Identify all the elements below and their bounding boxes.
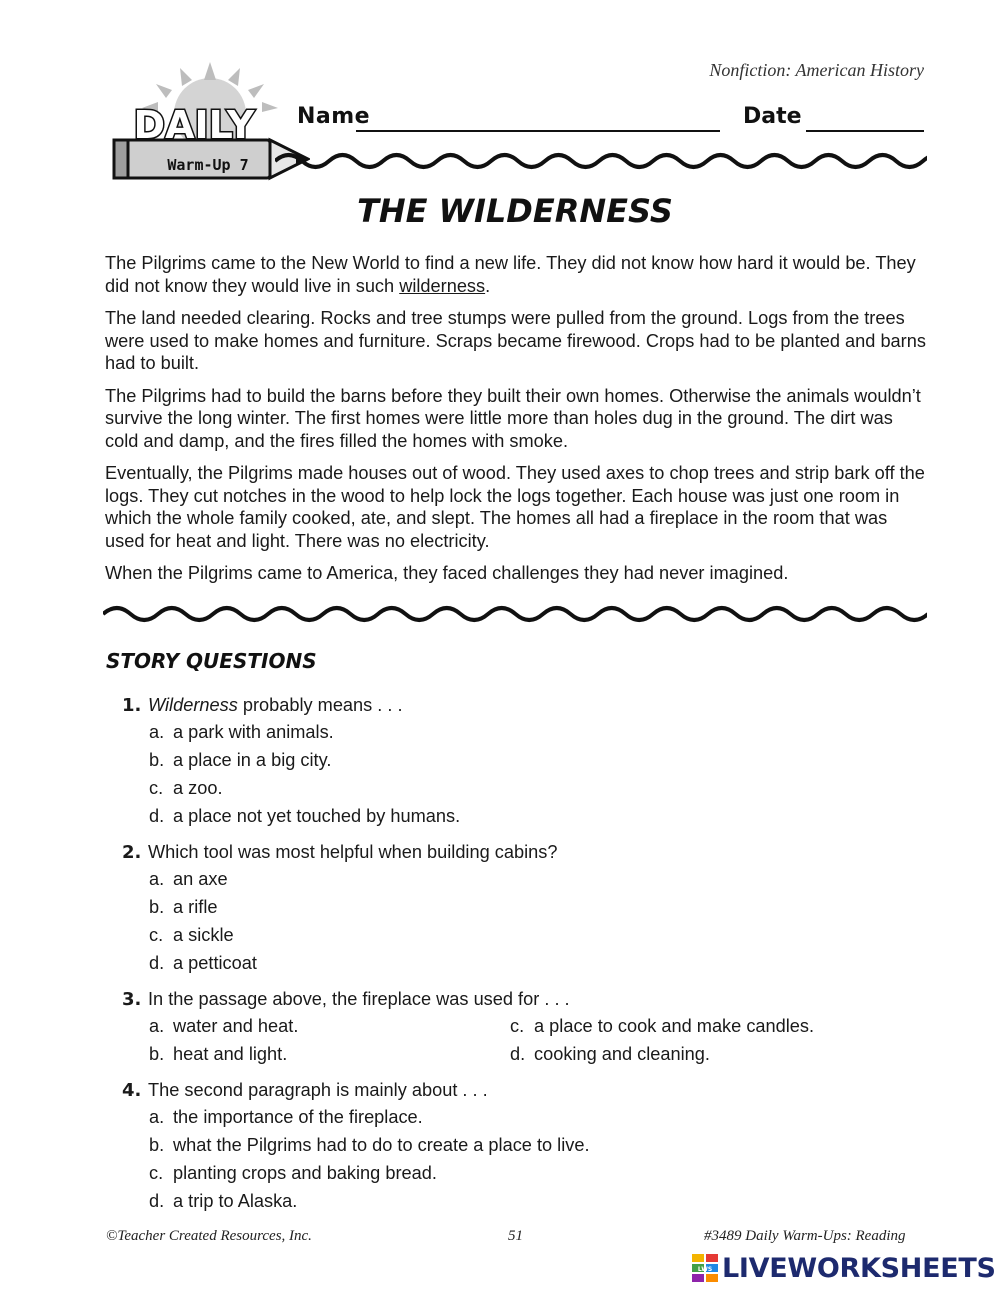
liveworksheets-logo-icon <box>692 1254 718 1282</box>
question-text: In the passage above, the fireplace was used for . . . <box>148 989 570 1009</box>
answer-option[interactable]: c. a sickle <box>149 925 234 945</box>
answer-option[interactable]: d. a trip to Alaska. <box>149 1191 298 1211</box>
header-wave-divider <box>275 145 927 177</box>
answer-option[interactable]: a. the importance of the fireplace. <box>149 1107 423 1127</box>
answer-option[interactable]: a. water and heat. <box>149 1016 299 1036</box>
question-number: 1. <box>122 695 142 716</box>
vocab-word: wilderness <box>399 275 486 296</box>
passage-paragraph-2: The land needed clearing. Rocks and tree stumps were pulled from the ground. Logs from the trees were used to make homes and furniture. Scraps became firewood. Crops had to be planted and barns had to built. <box>105 308 926 373</box>
section-wave-divider <box>103 598 927 630</box>
liveworksheets-brand[interactable] <box>692 1252 996 1284</box>
question-keyword: Wilderness <box>148 695 238 715</box>
answer-option[interactable]: b. what the Pilgrims had to do to create a place to live. <box>149 1135 590 1155</box>
logo-word: DAILY <box>133 103 255 147</box>
passage-paragraph-1: The Pilgrims came to the New World to find a new life. They did not know how hard it would be. They did not know they would live in such wilderness. <box>105 253 916 296</box>
answer-option[interactable]: c. planting crops and baking bread. <box>149 1163 437 1183</box>
page-title: THE WILDERNESS <box>357 192 673 230</box>
answer-option[interactable]: b. a place in a big city. <box>149 750 332 770</box>
date-input-line[interactable] <box>806 130 924 132</box>
question-number: 3. <box>122 989 142 1010</box>
question-text: probably means . . . <box>237 695 403 715</box>
answer-option[interactable]: b. heat and light. <box>149 1044 288 1064</box>
question-4 <box>122 1078 922 1215</box>
question-number: 4. <box>122 1080 142 1101</box>
brand-mark: LWS <box>697 1266 713 1273</box>
answer-option[interactable]: c. a zoo. <box>149 778 223 798</box>
answer-option[interactable]: a. a park with animals. <box>149 722 334 742</box>
question-text: The second paragraph is mainly about . . . <box>148 1080 488 1100</box>
reading-passage <box>105 252 927 595</box>
passage-paragraph-4: Eventually, the Pilgrims made houses out of wood. They used axes to chop trees and strip bark off the logs. They cut notches in the wood to help lock the logs together. Each house was just one room in which the whole family cooked, ate, and slept. The homes all had a fireplace in the room that was used for heat and light. There was no electricity. <box>105 463 925 551</box>
passage-paragraph-5: When the Pilgrims came to America, they faced challenges they had never imagined. <box>105 563 789 583</box>
name-label: Name <box>297 104 371 129</box>
question-1 <box>122 693 922 830</box>
footer-book-title: #3489 Daily Warm-Ups: Reading <box>704 1228 906 1244</box>
passage-paragraph-3: The Pilgrims had to build the barns before they built their own homes. Otherwise the animals wouldn’t survive the long winter. The first homes were little more than holes dug in the ground. The dirt was cold and damp, and the fires filled the homes with smoke. <box>105 385 921 451</box>
answer-option[interactable]: d. a petticoat <box>149 953 257 973</box>
date-label: Date <box>743 104 802 129</box>
answer-option[interactable]: c. a place to cook and make candles. <box>510 1016 815 1036</box>
questions-heading: STORY QUESTIONS <box>106 649 317 673</box>
questions-list <box>122 693 922 1225</box>
question-number: 2. <box>122 842 142 863</box>
answer-option[interactable]: d. a place not yet touched by humans. <box>149 806 461 826</box>
subject-label: Nonfiction: American History <box>709 60 924 80</box>
question-2 <box>122 840 922 977</box>
question-3 <box>122 987 922 1068</box>
answer-option[interactable]: d. cooking and cleaning. <box>510 1044 710 1064</box>
question-text: Which tool was most helpful when building cabins? <box>148 842 558 862</box>
footer-page-number: 51 <box>508 1228 523 1244</box>
footer-copyright: ©Teacher Created Resources, Inc. <box>106 1228 312 1244</box>
brand-name: LIVEWORKSHEETS <box>722 1252 996 1284</box>
answer-option[interactable]: b. a rifle <box>149 897 218 917</box>
answer-option[interactable]: a. an axe <box>149 869 228 889</box>
logo-subtitle: Warm-Up 7 <box>167 156 249 174</box>
name-input-line[interactable] <box>356 130 720 132</box>
